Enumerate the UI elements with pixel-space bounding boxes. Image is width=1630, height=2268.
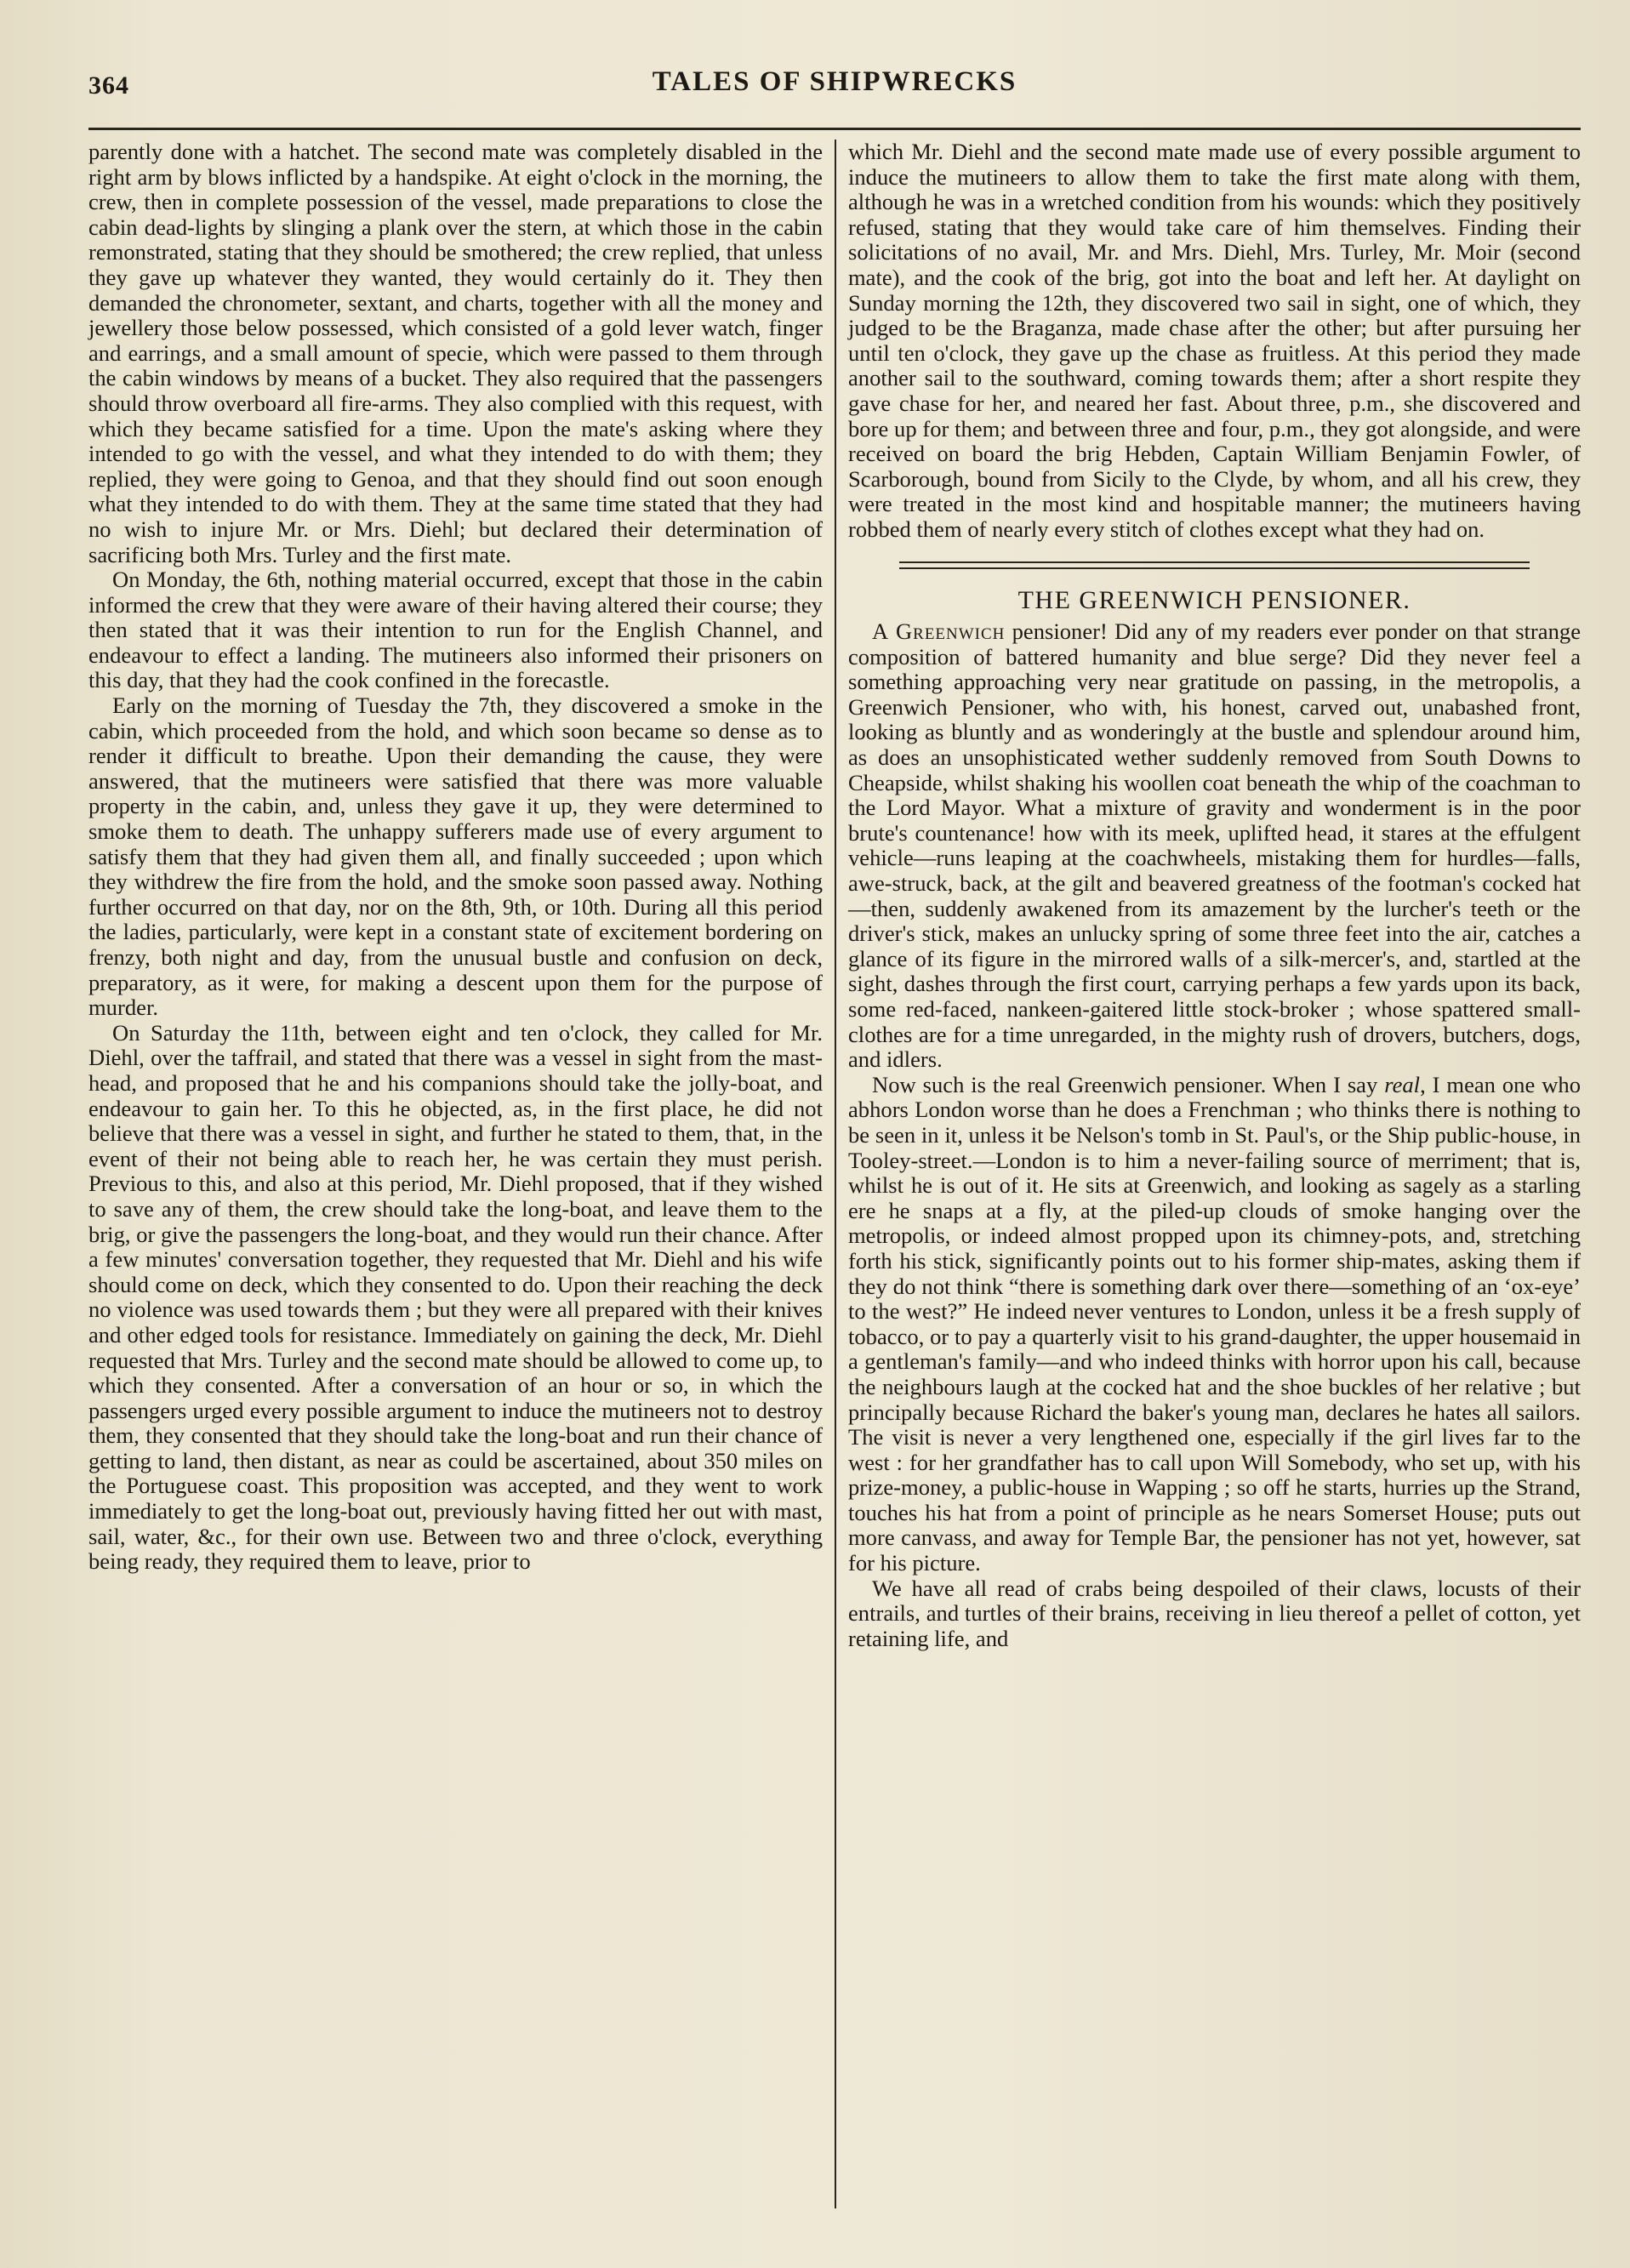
emphasis-text: real <box>1384 1071 1421 1097</box>
running-title: TALES OF SHIPWRECKS <box>652 66 1017 97</box>
section-divider <box>899 561 1529 569</box>
paragraph: parently done with a hatchet. The second mate was completely disabled in the right arm by blows inflicted by a handspike. At eight o'clock in the morning, the crew, then in complete possession of the vessel, made preparations to close the cabin dead-lights by slinging a plank over the stern, at which those in the cabin remonstrated, stating that they should be smothered; the crew replied, that unless they gave up whatever they wanted, they would certainly do it. They then demanded the chronometer, sextant, and charts, together with all the money and jewellery those below possessed, which consisted of a gold lever watch, finger and earrings, and a small amount of specie, which were passed to them through the cabin windows by means of a bucket. They also required that the passengers should throw overboard all fire-arms. They also complied with this request, with which they became satisfied for a time. Upon the mate's asking where they intended to go with the vessel, and what they intended to do with them; they replied, they were going to Genoa, and that they should find out soon enough what they intended to do with them. They at the same time stated that they had no wish to injure Mr. or Mrs. Diehl; but declared their determination of sacrificing both Mrs. Turley and the first mate. <box>88 139 823 567</box>
page-number: 364 <box>88 71 129 100</box>
paragraph <box>848 1073 1581 1576</box>
paragraph-text: Now such is the real Greenwich pensioner. When I say <box>872 1071 1385 1097</box>
page-header <box>88 53 1581 104</box>
paragraph: On Monday, the 6th, nothing material occurred, except that those in the cabin informed the crew that they were aware of their having altered their course; they then stated that it was their intention to run for the English Channel, and endeavour to effect a landing. The mutineers also informed their prisoners on this day, that they had the cook confined in the forecastle. <box>88 567 823 693</box>
header-rule <box>88 128 1581 130</box>
paragraph: Early on the morning of Tuesday the 7th, they discovered a smoke in the cabin, which proceeded from the hold, and which soon became so dense as to render it difficult to breathe. Upon their demanding the cause, they were answered, that the mutineers were satisfied that there was more valuable property in the cabin, and, unless they gave it up, they were determined to smoke them to death. The unhappy sufferers made use of every argument to satisfy them that they had given them all, and finally succeeded ; upon which they withdrew the fire from the hold, and the smoke soon passed away. Nothing further occurred on that day, nor on the 8th, 9th, or 10th. During all this period the ladies, particularly, were kept in a constant state of excitement bordering on frenzy, both night and day, from the unusual bustle and confusion on deck, preparatory, as it were, for making a descent upon them for the purpose of murder. <box>88 692 823 1021</box>
text-columns <box>88 140 1581 2208</box>
paragraph: which Mr. Diehl and the second mate made use of every possible argument to induce the mutineers to allow them to take the first mate along with them, although he was in a wretched condition from his wounds: which they positively refused, stating that they would take care of him themselves. Finding their solicitations of no avail, Mr. and Mrs. Diehl, Mrs. Turley, Mr. Moir (second mate), and the cook of the brig, got into the boat and left her. At daylight on Sunday morning the 12th, they discovered two sail in sight, one of which, they judged to be the Braganza, made chase after the other; but after pursuing her until ten o'clock, they gave up the chase as fruitless. At this period they made another sail to the southward, coming towards them; after a short respite they gave chase for her, and neared her fast. About three, p.m., she discovered and bore up for them; and between three and four, p.m., they got alongside, and were received on board the brig Hebden, Captain William Benjamin Fowler, of Scarborough, bound from Sicily to the Clyde, by whom, and all his crew, they were treated in the most kind and hospitable manner; the mutineers having robbed them of nearly every stitch of clothes except what they had on. <box>848 139 1581 542</box>
paragraph: We have all read of crabs being despoiled of their claws, locusts of their entrails, and turtles of their brains, receiving in lieu thereof a pellet of cotton, yet retaining life, and <box>848 1575 1581 1651</box>
paragraph <box>848 619 1581 1073</box>
right-column <box>835 140 1581 2208</box>
paragraph-text: , I mean one who abhors London worse than he does a Frenchman ; who thinks there is nothing to be seen in it, unless it be Nelson's tomb in St. Paul's, or the Ship public-house, in Tooley-street.—London is to him a never-failing source of merriment; that is, whilst he is out of it. He sits at Greenwich, and looking as sagely as a starling ere he snaps at a fly, at the piled-up clouds of smoke hanging over the metropolis, or indeed almost propped upon its chimney-pots, and, stretching forth his stick, significantly points out to his former ship-mates, asking them if they do not think “there is something dark over there—something of an ‘ox-eye’ to the west?” He indeed never ventures to London, unless it be a fresh supply of tobacco, or to pay a quarterly visit to his grand-daughter, the upper housemaid in a gentleman's family—and who indeed thinks with horror upon his call, because the neighbours laugh at the cocked hat and the shoe buckles of her relative ; but principally because Richard the baker's young man, declares he hates all sailors. The visit is never a very lengthened one, especially if the girl lives far to the west : for her grandfather has to call upon Will Somebody, who set up, with his prize-money, a public-house in Wapping ; so off he starts, hurries up the Strand, touches his hat from a point of principle as he nears Somerset House; puts out more canvass, and away for Temple Bar, the pensioner has not yet, however, sat for his picture. <box>848 1071 1581 1576</box>
section-title: THE GREENWICH PENSIONER. <box>1017 585 1411 614</box>
paragraph: On Saturday the 11th, between eight and ten o'clock, they called for Mr. Diehl, over the taffrail, and stated that there was a vessel in sight from the mast-head, and proposed that he and his companions should take the jolly-boat, and endeavour to gain her. To this he objected, as, in the first place, he did not believe that there was a vessel in sight, and further he stated to them, that, in the event of their not being able to reach her, he was certain they must perish. Previous to this, and also at this period, Mr. Diehl proposed, that if they wished to save any of them, the crew should take the long-boat, and leave them to the brig, or give the passengers the long-boat, and they would run their chance. After a few minutes' conversation together, they requested that Mr. Diehl and his wife should come on deck, which they consented to do. Upon their reaching the deck no violence was used towards them ; but they were all prepared with their knives and other edged tools for resistance. Immediately on gaining the deck, Mr. Diehl requested that Mrs. Turley and the second mate should be allowed to come up, to which they consented. After a conversation of an hour or so, in which the passengers urged every possible argument to induce the mutineers not to destroy them, they consented that they should take the long-boat and run their chance of getting to land, then distant, as near as could be ascertained, about 350 miles on the Portuguese coast. This proposition was accepted, and they went to work immediately to get the long-boat out, previously having fitted her out with mast, sail, water, &c., for their own use. Between two and three o'clock, everything being ready, they required them to leave, prior to <box>88 1019 823 1575</box>
lead-in-smallcaps: A Greenwich <box>872 618 1006 645</box>
paragraph-text: pensioner! Did any of my readers ever ponder on that strange composition of battered humanity and blue serge? Did they never feel a something approaching very near gratitude on passing, in the metropolis, a Greenwich Pensioner, who with, his honest, carved out, unabashed front, looking as bluntly and as wonderingly at the bustle and splendour around him, as does an unsophisticated wether suddenly removed from South Downs to Cheapside, whilst shaking his woollen coat beneath the whip of the coachman to the Lord Mayor. What a mixture of gravity and wonderment is in the poor brute's countenance! how with its meek, uplifted head, it stares at the effulgent vehicle—runs leaping at the coachwheels, mistaking them for hurdles—falls, awe-struck, back, at the gilt and beavered greatness of the footman's cocked hat—then, suddenly awakened from its amazement by the lurcher's teeth or the driver's stick, makes an unlucky spring of some three feet into the air, catches a glance of its figure in the mirrored walls of a silk-mercer's, and, startled at the sight, dashes through the first court, carrying perhaps a few yards upon its back, some red-faced, nankeen-gaitered little stock-broker ; whose spattered small-clothes are for a time unregarded, in the mighty rush of drovers, butchers, dogs, and idlers. <box>848 618 1581 1073</box>
left-column <box>88 140 835 2208</box>
